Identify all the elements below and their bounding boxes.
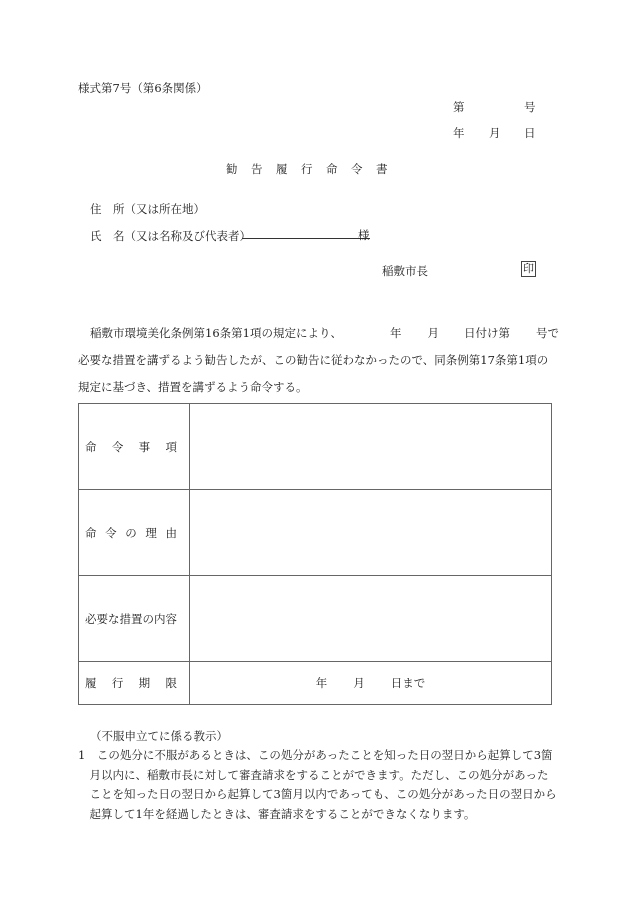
label-char: 命	[85, 439, 97, 454]
table-row	[79, 662, 552, 705]
required-measures-field[interactable]	[190, 576, 552, 662]
label-char: 項	[165, 439, 177, 454]
seal-mark: 印	[523, 262, 534, 275]
notice-line: ことを知った日の翌日から起算して3箇月以内であっても、この処分があった日の翌日から	[78, 787, 557, 801]
doc-number-prefix: 第	[453, 100, 465, 114]
deadline-day: 日まで	[390, 676, 426, 690]
table-row	[79, 404, 552, 490]
title-char: 勧	[226, 162, 238, 176]
label-char: の	[125, 525, 137, 540]
deadline-field[interactable]	[190, 662, 552, 705]
row-label-order-reason	[79, 490, 190, 576]
label-char: 令	[111, 439, 124, 454]
title-char: 履	[276, 162, 288, 176]
label-char: 令	[105, 525, 117, 540]
name-label: 氏 名（又は名称及び代表者）	[90, 229, 251, 243]
order-table	[78, 403, 552, 705]
name-underline	[242, 238, 370, 239]
title-char: 命	[326, 162, 338, 176]
honorific: 様	[358, 228, 370, 242]
label-char: 履	[85, 676, 97, 690]
issuer-title: 稲敷市長	[382, 264, 428, 278]
doc-number-suffix: 号	[524, 100, 536, 114]
deadline-year: 年	[315, 676, 328, 690]
document-title	[226, 161, 401, 177]
table-row	[79, 490, 552, 576]
label-char: 由	[165, 525, 177, 540]
body-text: 稲敷市環境美化条例第16条第1項の規定により、	[90, 326, 342, 340]
form-number: 様式第7号（第6条関係）	[78, 81, 208, 95]
table-row	[79, 576, 552, 662]
body-line-1	[78, 320, 558, 347]
notice-line: 1 この処分に不服があるときは、この処分があったことを知った日の翌日から起算して3箇	[78, 748, 553, 762]
body-day: 日付け第	[463, 326, 510, 340]
label-char: 期	[138, 676, 151, 690]
row-label-order-items	[79, 404, 190, 490]
notice-line: 起算して1年を経過したときは、審査請求をすることができなくなります。	[78, 806, 476, 821]
date-month: 月	[489, 126, 501, 140]
body-no: 号で	[535, 326, 559, 340]
address-label: 住 所（又は所在地）	[90, 202, 205, 216]
body-year: 年	[389, 326, 402, 340]
label-char: 事	[138, 439, 151, 454]
title-char: 令	[351, 162, 363, 176]
notice-line: 月以内に、稲敷市長に対して審査請求をすることができます。ただし、この処分があった	[78, 767, 549, 782]
notice-body	[78, 746, 557, 824]
notice-heading: （不服申立てに係る教示）	[90, 729, 228, 743]
body-month: 月	[427, 326, 439, 340]
order-reason-field[interactable]	[190, 490, 552, 576]
order-body	[78, 320, 558, 401]
label-char: 行	[111, 676, 124, 690]
title-char: 告	[251, 162, 263, 176]
row-label-deadline	[79, 662, 190, 705]
row-label-required-measures: 必要な措置の内容	[79, 576, 190, 662]
title-char: 書	[376, 162, 388, 176]
date-day: 日	[524, 126, 536, 140]
title-char: 行	[301, 162, 313, 176]
label-char: 理	[145, 525, 157, 540]
order-items-field[interactable]	[190, 404, 552, 490]
body-line-3: 規定に基づき、措置を講ずるよう命令する。	[78, 380, 308, 394]
body-line-2: 必要な措置を講ずるよう勧告したが、この勧告に従わなかったので、同条例第17条第1項の	[78, 353, 549, 367]
deadline-month: 月	[353, 676, 365, 690]
label-char: 限	[165, 676, 177, 690]
label-char: 命	[85, 525, 97, 540]
date-year: 年	[453, 126, 465, 140]
